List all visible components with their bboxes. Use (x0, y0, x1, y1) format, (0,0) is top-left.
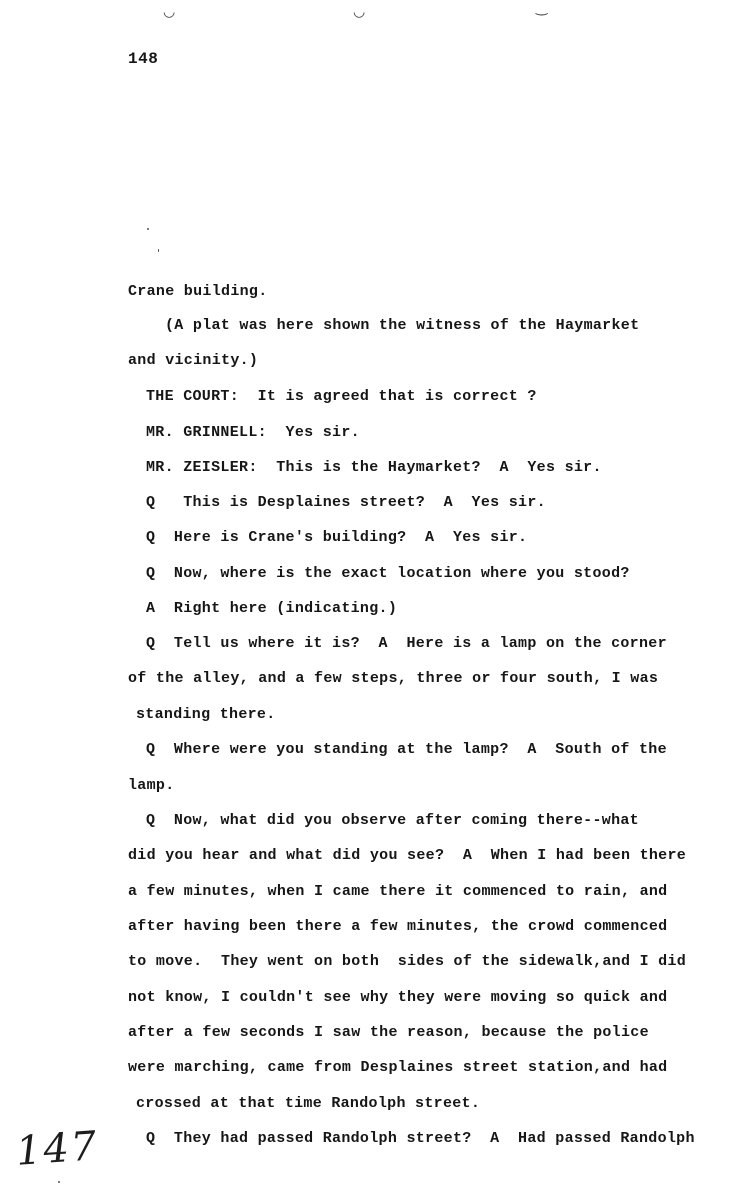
ink-speck (158, 249, 159, 252)
transcript-line: THE COURT: It is agreed that is correct ? (146, 388, 537, 405)
transcript-line: Q This is Desplaines street? A Yes sir. (146, 494, 546, 511)
transcript-line: to move. They went on both sides of the sidewalk,and I did (128, 953, 687, 970)
binding-mark: ◡ (163, 4, 176, 20)
transcript-line: Q Tell us where it is? A Here is a lamp on the corner (146, 635, 667, 652)
transcript-line: Q They had passed Randolph street? A Had passed Randolph (146, 1130, 695, 1147)
transcript-line: Q Now, what did you observe after coming there--what (146, 812, 639, 829)
ink-speck (147, 228, 149, 230)
transcript-line: standing there. (136, 706, 276, 723)
ink-speck (58, 1181, 60, 1183)
transcript-line: after having been there a few minutes, the crowd commenced (128, 918, 668, 935)
binding-mark: ◡ (353, 4, 366, 20)
transcript-line: did you hear and what did you see? A When I had been there (128, 847, 687, 864)
transcript-line: MR. ZEISLER: This is the Haymarket? A Yes sir. (146, 459, 602, 476)
transcript-line: Q Where were you standing at the lamp? A South of the (146, 741, 667, 758)
page-number: 148 (128, 50, 159, 68)
binding-mark: ‿ (536, 0, 548, 16)
transcript-line: Q Now, where is the exact location where you stood? (146, 565, 630, 582)
transcript-line: MR. GRINNELL: Yes sir. (146, 424, 360, 441)
transcript-line: A Right here (indicating.) (146, 600, 398, 617)
transcript-line: lamp. (128, 777, 175, 794)
transcript-line: a few minutes, when I came there it commenced to rain, and (128, 883, 668, 900)
transcript-line: and vicinity.) (128, 352, 259, 369)
transcript-line: not know, I couldn't see why they were moving so quick and (128, 989, 668, 1006)
transcript-line: after a few seconds I saw the reason, because the police (128, 1024, 649, 1041)
transcript-line: were marching, came from Desplaines street station,and had (128, 1059, 668, 1076)
transcript-line: (A plat was here shown the witness of the Haymarket (165, 317, 640, 334)
handwritten-page-number: 147 (14, 1123, 100, 1175)
transcript-line: crossed at that time Randolph street. (136, 1095, 481, 1112)
transcript-line: Crane building. (128, 283, 268, 300)
transcript-line: of the alley, and a few steps, three or four south, I was (128, 670, 659, 687)
transcript-line: Q Here is Crane's building? A Yes sir. (146, 529, 528, 546)
